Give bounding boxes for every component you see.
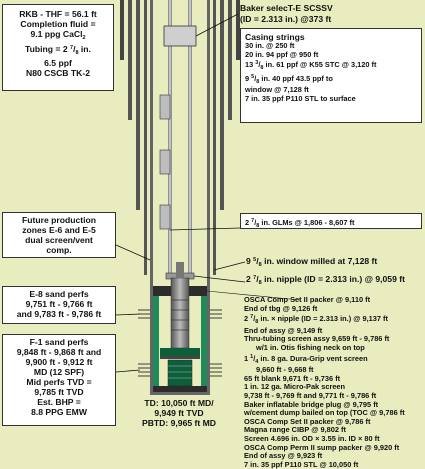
cement-dump: w/cement dump bailed on top (TOC @ 9,786 ft [244, 408, 405, 418]
f1-perfs-box [2, 334, 116, 426]
x-nipple: 2 $^7/_8$ in. × nipple (ID = 2.313 in.) @ 9,137 ft [244, 314, 388, 326]
tubing-weight: 6.5 ppf [44, 58, 72, 68]
sump-packer-label: OSCA Comp Perm II sump packer @ 9,920 ft [244, 442, 400, 452]
casing-30in: 30 in. @ 250 ft [245, 41, 295, 50]
pbtd-label: PBTD: 9,965 ft MD [141, 418, 216, 428]
osca-packer-lower: OSCA Comp Set II packer @ 9,786 ft [244, 416, 371, 426]
td-tvd: 9,949 ft TVD [154, 408, 204, 418]
future-line-1: Future production [22, 215, 96, 225]
vent-screen: 1 $^1/_4$ in. 8 ga. Dura-Grip vent screen [244, 353, 368, 365]
end-of-assy-1: End of assy @ 9,149 ft [244, 325, 323, 335]
e8-interval-1: 9,751 ft - 9,766 ft [25, 299, 93, 309]
magna-cibp: Magna range CIBP @ 9,802 ft [244, 425, 346, 435]
future-line-2: zones E-6 and E-5 [22, 225, 96, 235]
f1-bhp-label: Est. BHP = [37, 397, 81, 407]
downhole-equipment-list [244, 296, 424, 469]
casing-strings-box [240, 28, 422, 123]
micro-pak-screen: 1 in. 12 ga. Micro-Pak screen [244, 382, 346, 392]
casing-13in: 13 $^3/_8$ in. 61 ppf @ K55 STC @ 3,120 ft [245, 60, 377, 72]
sump-packer [153, 386, 207, 392]
lower-screen [168, 360, 192, 386]
sssv-label: Baker selecT-E SCSSV [240, 3, 333, 13]
casing-window [214, 262, 245, 270]
casing-9in: 9 $^5/_8$ in. 40 ppf 43.5 ppf to [245, 73, 333, 85]
screen-dimensions: Screen 4.696 in. OD × 3.55 in. ID × 80 ft [244, 433, 380, 443]
surface-casing [128, 0, 232, 120]
bridge-plug [160, 348, 200, 359]
f1-interval-1: 9,848 ft - 9,868 ft and [16, 347, 102, 357]
inflatable-bridge-plug: Baker inflatable bridge plug @ 9,795 ft [244, 399, 379, 409]
casing-7in: 7 in. 35 ppf P110 STL to surface [245, 93, 356, 103]
window-label: 9 $^5/_8$ in. window milled at 7,128 ft [246, 256, 378, 268]
future-line-3: dual screen/vent [25, 235, 93, 245]
sssv-detail: (ID = 2.313 in.) @373 ft [240, 14, 332, 24]
f1-mid-perfs-label: Mid perfs TVD = [26, 377, 92, 387]
vent-screen-interval: 9,660 ft - 9,668 ft [256, 365, 314, 375]
f1-title: F-1 sand perfs [29, 337, 89, 347]
casing-20in: 20 in. 94 ppf @ 950 ft [245, 49, 319, 59]
nipple-label: 2 $^7/_8$ in. nipple (ID = 2.313 in.) @ 9,059 ft [246, 274, 405, 286]
fishing-neck: w/1 in. Otis fishing neck on top [256, 342, 365, 352]
e8-perfs-box [2, 286, 116, 324]
tubing-label: Tubing = 2 $^7/_8$ in. [25, 44, 91, 56]
osca-packer-upper: OSCA Comp Set II packer @ 9,110 ft [244, 295, 371, 304]
well-data-box [2, 4, 114, 91]
completion-fluid-value: 9.1 ppg CaCl$_2$ [30, 29, 86, 41]
micro-pak-interval: 9,738 ft - 9,769 ft and 9,771 ft - 9,786 ft [244, 390, 377, 400]
liner-depth: 7 in. 35 ppf P110 STL @ 10,050 ft [244, 459, 359, 469]
scssv-valve [164, 14, 238, 46]
f1-interval-2: 9,900 ft - 9,912 ft [25, 357, 93, 367]
glm-box [240, 213, 422, 229]
completion-fluid-label: Completion fluid = [20, 19, 96, 29]
casing-window-depth: window @ 7,128 ft [245, 85, 309, 95]
blank-section: 65 ft blank 9,671 ft - 9,736 ft [244, 373, 341, 383]
f1-mid-perfs-value: 9,785 ft TVD [34, 387, 84, 397]
f1-spf: MD (12 SPF) [33, 367, 85, 377]
glm-label: 2 $^7/_8$ in. GLMs @ 1,806 - 8,607 ft [245, 218, 355, 229]
e8-title: E-8 sand perfs [29, 289, 89, 299]
td-label: TD: 10,050 ft MD/ [144, 398, 214, 408]
thru-tubing-screen: Thru-tubing screen assy 9,659 ft - 9,786 ft [244, 334, 390, 344]
rkb-label: RKB - THF = 56.1 ft [19, 9, 97, 19]
end-of-assy-2: End of assy @ 9,923 ft [244, 451, 323, 461]
end-of-tubing: End of tbg @ 9,126 ft [244, 303, 318, 313]
future-production-box [2, 212, 116, 258]
f1-bhp-value: 8.8 PPG EMW [31, 407, 87, 417]
tubing-grade: N80 CSCB TK-2 [26, 68, 90, 78]
e8-interval-2: and 9,783 ft - 9,786 ft [16, 309, 102, 319]
future-line-4: comp. [46, 245, 72, 255]
casing-title: Casing strings [245, 32, 305, 42]
